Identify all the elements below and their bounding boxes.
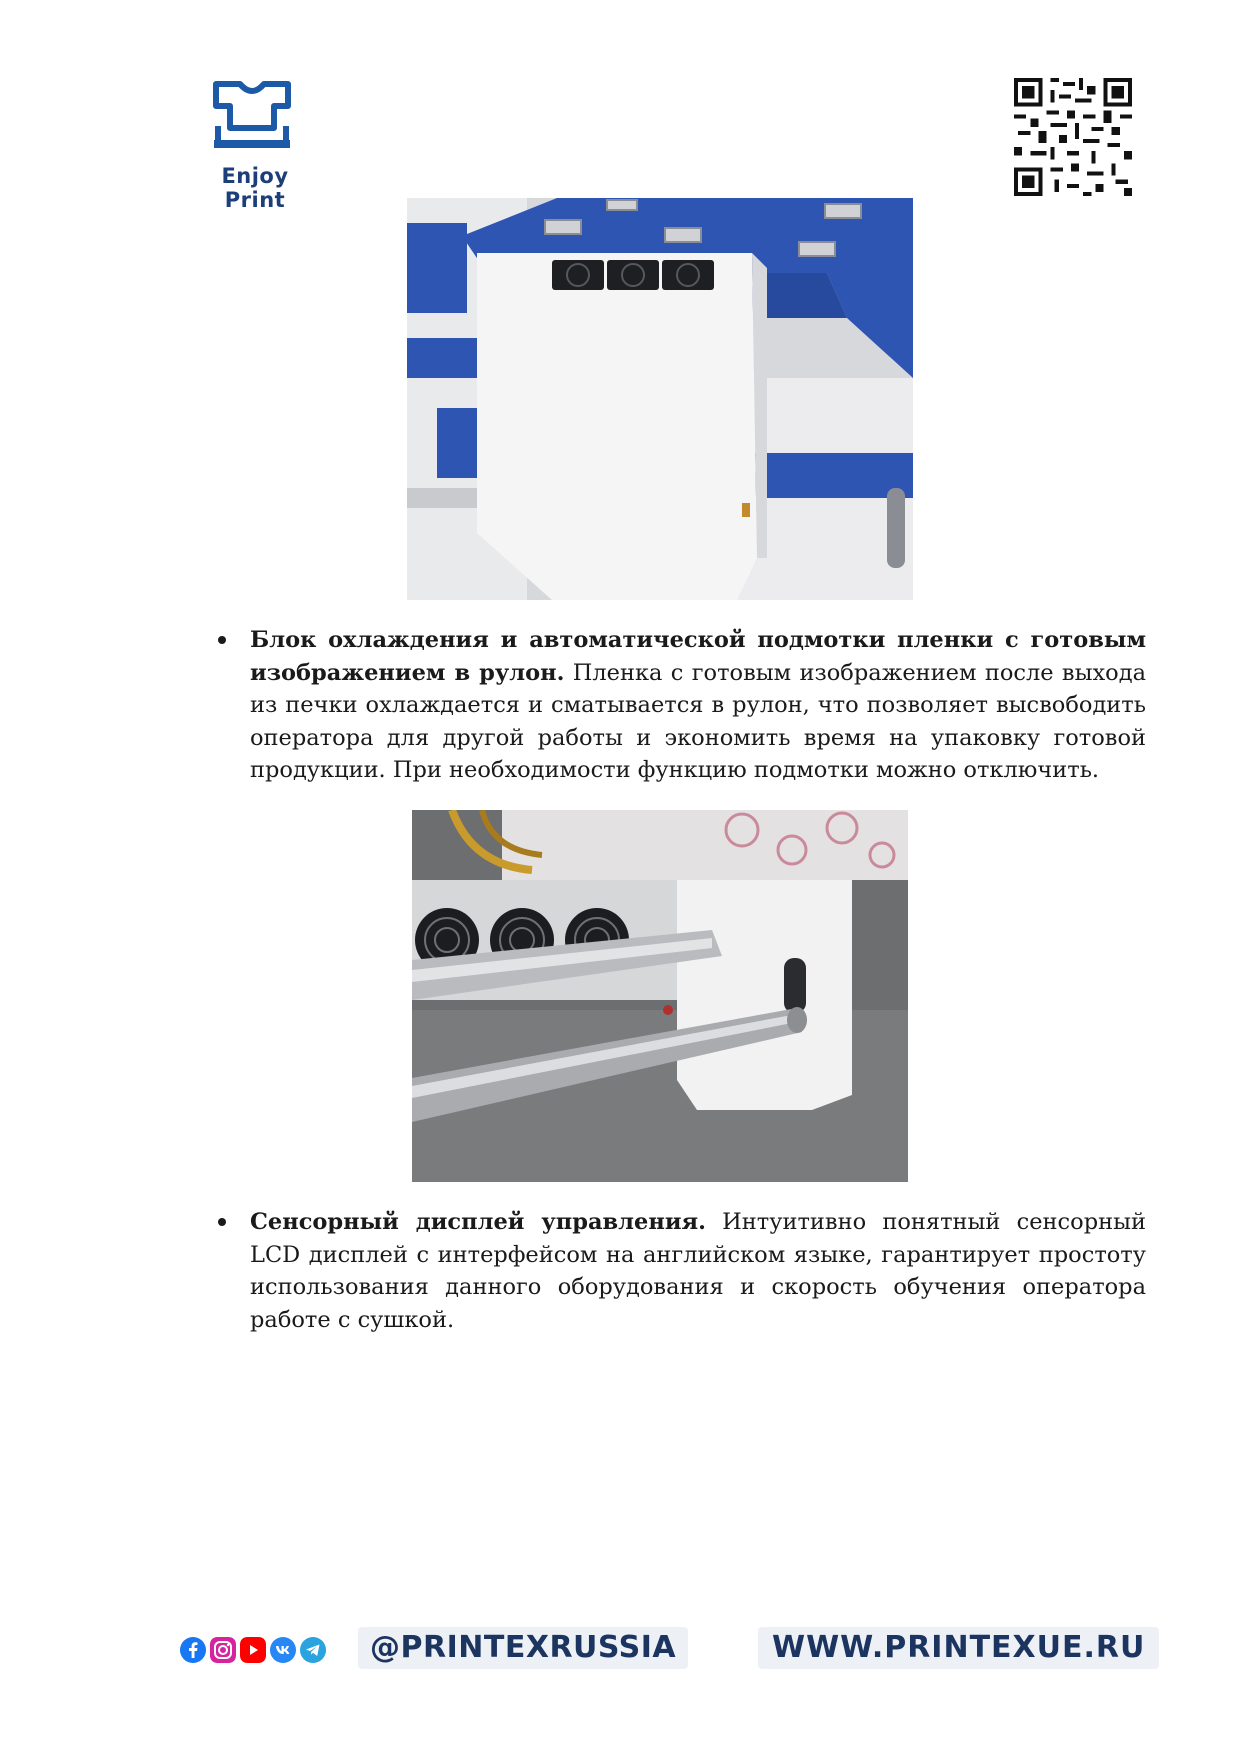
website-link[interactable]: WWW.PRINTEXUE.RU [758, 1627, 1159, 1669]
winding-roller-photo [412, 810, 908, 1182]
feature-item-cooling [250, 624, 1146, 787]
feature-title: Блок охлаждения и автоматической подмотки пленки с готовым изображением в рулон. [250, 627, 1146, 686]
feature-paragraph [250, 624, 1146, 787]
bullet-icon [218, 1218, 226, 1226]
tshirt-press-icon [210, 78, 294, 150]
qr-code-icon [1014, 78, 1132, 196]
feature-title: Сенсорный дисплей управления. [250, 1209, 706, 1235]
feature-item-display [250, 1206, 1146, 1336]
social-handle[interactable]: @PRINTEXRUSSIA [358, 1627, 688, 1669]
youtube-icon[interactable] [240, 1637, 266, 1663]
cooling-block-photo [407, 198, 913, 600]
company-logo [190, 78, 320, 212]
footer [0, 1625, 1241, 1675]
bullet-icon [218, 636, 226, 644]
feature-text: Интуитивно понятный сенсорный LCD дисплей с интерфейсом на английском языке, гарантирует простоту использования данного оборудования и скорость обучения оператора работе с сушкой. [250, 1209, 1147, 1333]
feature-paragraph [250, 1206, 1146, 1336]
telegram-icon[interactable] [300, 1637, 326, 1663]
logo-text: Enjoy Print [221, 164, 289, 212]
vk-icon[interactable] [270, 1637, 296, 1663]
facebook-icon[interactable] [180, 1637, 206, 1663]
feature-text: Пленка с готовым изображением после выхода из печки охлаждается и сматывается в рулон, что позволяет высвободить оператора для другой работы и экономить время на упаковку готовой продукции. При необходимости функцию подмотки можно отключить. [250, 659, 1146, 783]
instagram-icon[interactable] [210, 1637, 236, 1663]
